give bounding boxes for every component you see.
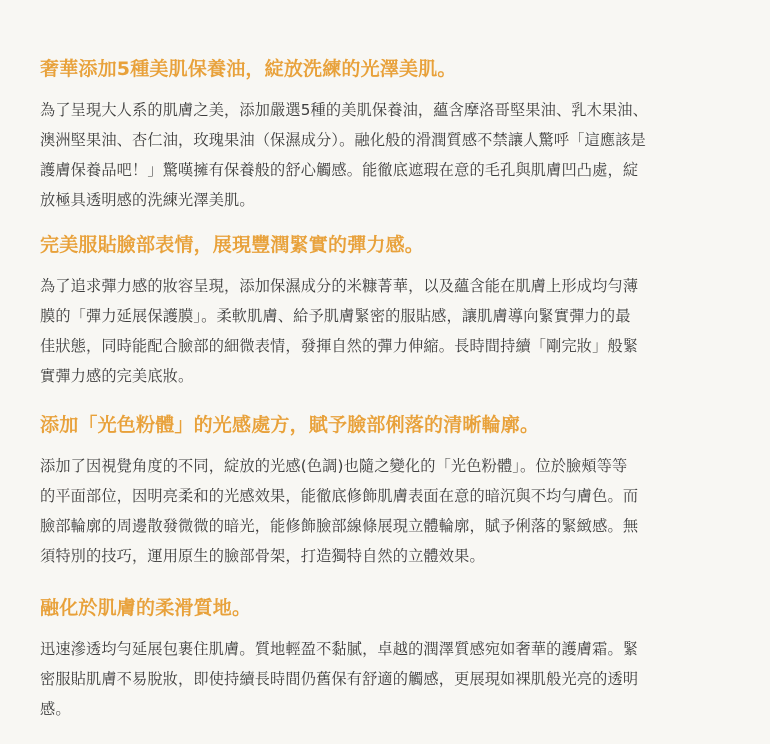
body-line: 為了追求彈力感的妝容呈現，添加保濕成分的米糠菁華，以及蘊含能在肌膚上形成均勻薄 [40,277,639,295]
body-line: 實彈力感的完美底妝。 [40,367,194,385]
section-heading: 奢華添加5種美肌保養油，綻放洗練的光澤美肌。 [40,58,457,80]
section-body [40,634,730,724]
section-heading: 融化於肌膚的柔滑質地。 [40,597,252,619]
section-body [40,451,730,571]
body-line: 感。 [40,700,71,718]
section-elasticity [40,233,730,391]
section-oil-blend [40,57,730,215]
body-line: 膜的「彈力延展保護膜」。柔軟肌膚、給予肌膚緊密的服貼感，讓肌膚導向緊實彈力的最 [40,307,631,325]
section-body [40,271,730,391]
section-body [40,95,730,215]
body-line: 迅速滲透均勻延展包裹住肌膚。質地輕盈不黏膩，卓越的潤澤質感宛如奢華的護膚霜。緊 [40,640,639,658]
body-line: 密服貼肌膚不易脫妝，即使持續長時間仍舊保有舒適的觸感，更展現如裸肌般光亮的透明 [40,670,639,688]
section-heading: 添加「光色粉體」的光感處方，賦予臉部俐落的清晰輪廓。 [40,414,540,436]
body-line: 為了呈現大人系的肌膚之美，添加嚴選5種的美肌保養油，蘊含摩洛哥堅果油、乳木果油、 [40,101,648,119]
body-line: 的平面部位，因明亮柔和的光感效果，能徹底修飾肌膚表面在意的暗沉與不均勻膚色。而 [40,487,639,505]
section-texture [40,596,730,724]
body-line: 須特別的技巧，運用原生的臉部骨架，打造獨特自然的立體效果。 [40,547,485,565]
body-line: 澳洲堅果油、杏仁油，玫瑰果油（保濕成分）。融化般的滑潤質感不禁讓人驚呼「這應該是 [40,131,646,149]
section-light-powder [40,413,730,571]
body-line: 佳狀態，同時能配合臉部的細微表情，發揮自然的彈力伸縮。長時間持續「剛完妝」般緊 [40,337,639,355]
body-line: 添加了因視覺角度的不同，綻放的光感(色調)也隨之變化的「光色粉體」。位於臉頰等等 [40,457,628,475]
section-heading: 完美服貼臉部表情，展現豐潤緊實的彈力感。 [40,234,425,256]
body-line: 護膚保養品吧！」驚嘆擁有保養般的舒心觸感。能徹底遮瑕在意的毛孔與肌膚凹凸處，綻 [40,161,639,179]
body-line: 臉部輪廓的周邊散發微微的暗光，能修飾臉部線條展現立體輪廓，賦予俐落的緊緻感。無 [40,517,639,535]
body-line: 放極具透明感的洗練光澤美肌。 [40,191,255,209]
